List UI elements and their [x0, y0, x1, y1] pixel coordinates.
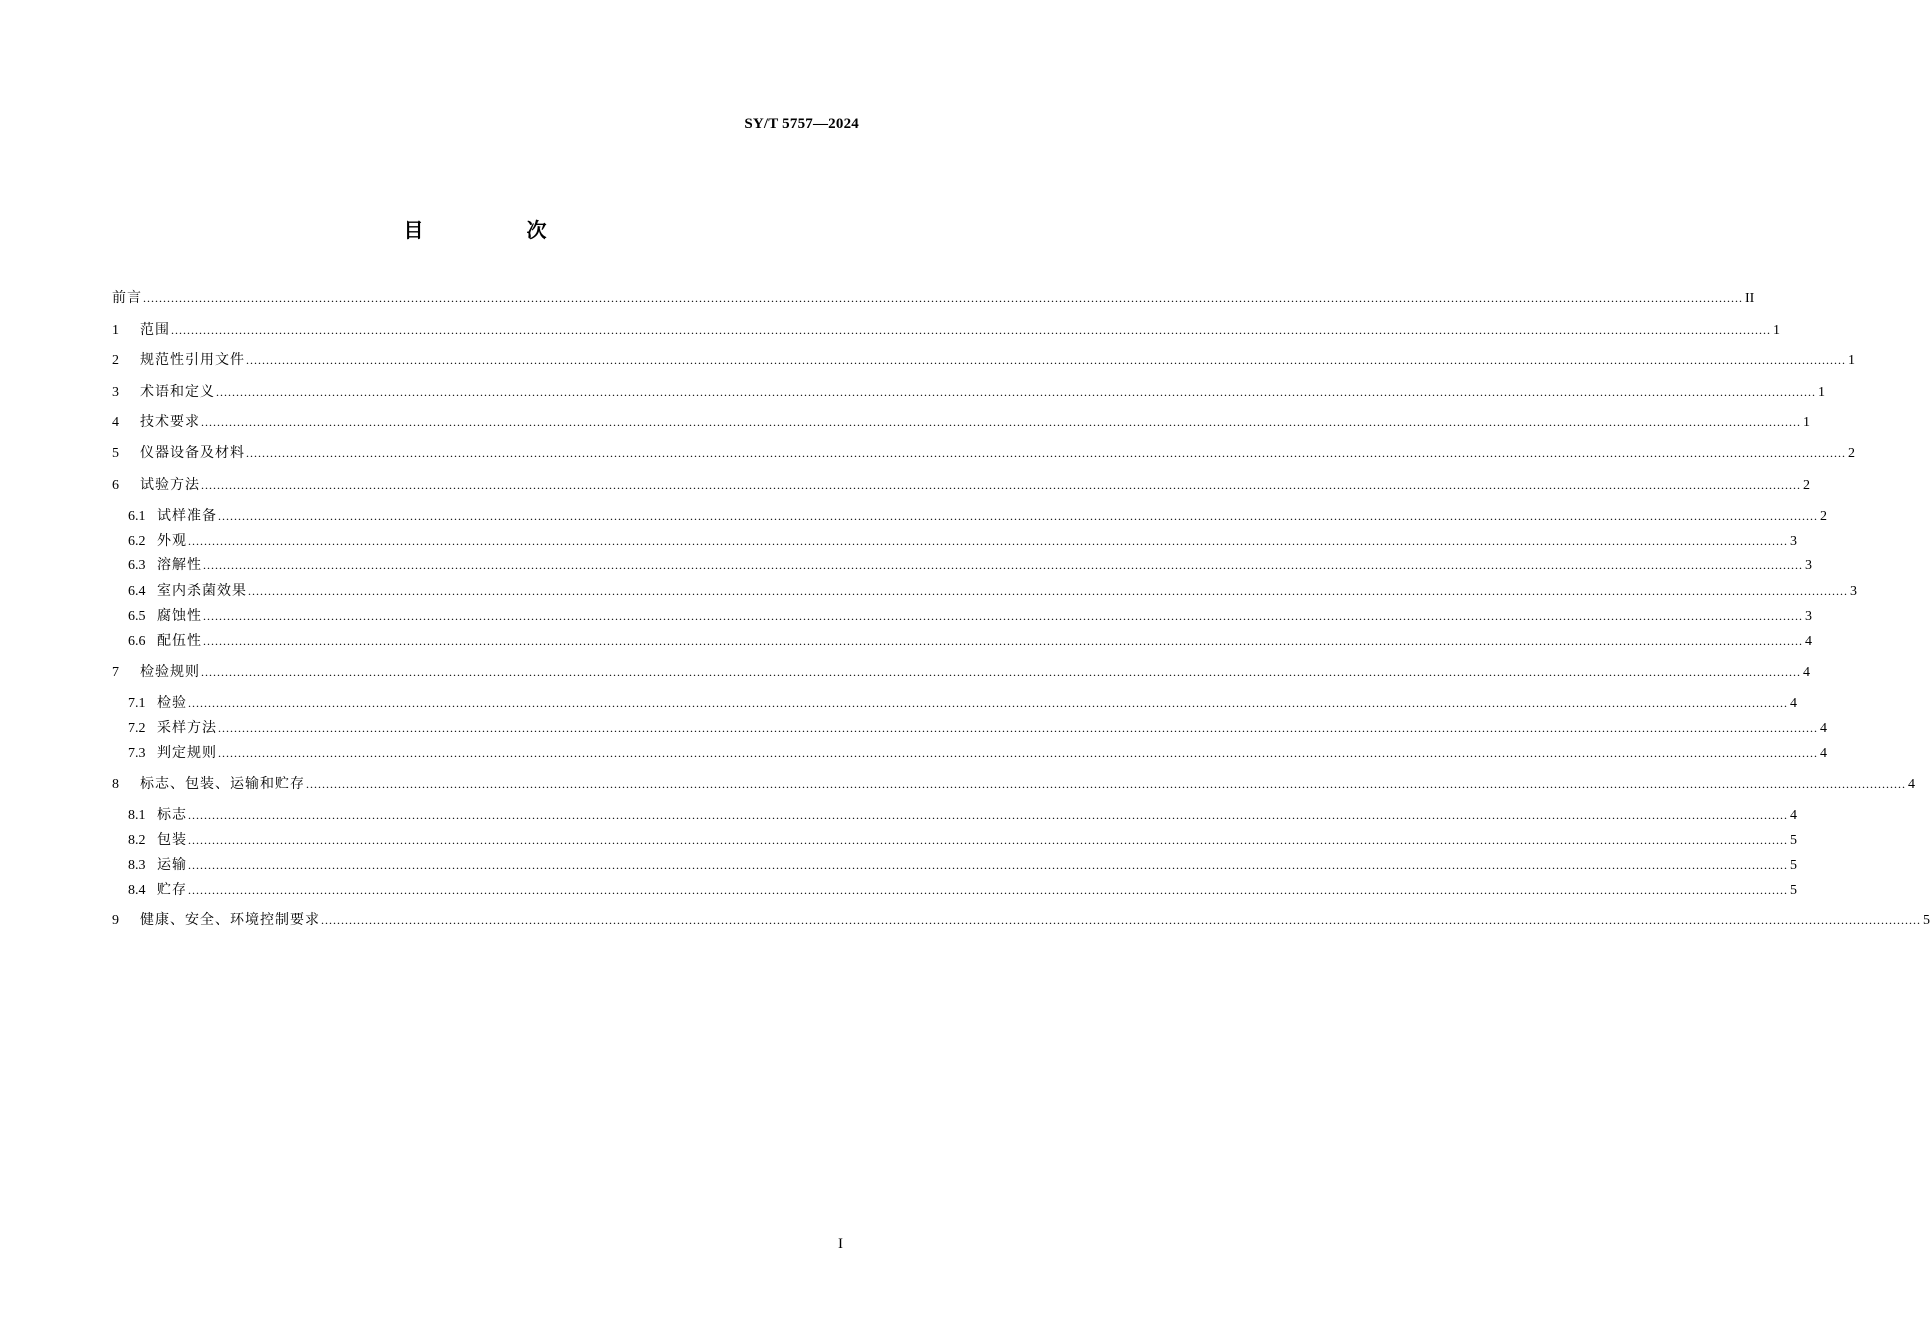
- toc-leader-dots: ................................................................................................................................................................................................................................................................................................................................................................................................................: [218, 721, 1818, 735]
- toc-entry-number: 1: [112, 323, 119, 338]
- toc-entry-title: 试样准备: [157, 508, 217, 524]
- toc-leader-dots: ................................................................................................................................................................................................................................................................................................................................................................................................................: [188, 534, 1788, 548]
- toc-leader-dots: ................................................................................................................................................................................................................................................................................................................................................................................................................: [203, 634, 1803, 648]
- toc-entry-number: 4: [112, 415, 119, 430]
- toc-entry-title: 标志、包装、运输和贮存: [140, 776, 305, 792]
- toc-entry-title: 外观: [157, 533, 187, 549]
- toc-leader-dots: ................................................................................................................................................................................................................................................................................................................................................................................................................: [188, 883, 1788, 897]
- toc-leader-dots: ................................................................................................................................................................................................................................................................................................................................................................................................................: [321, 913, 1921, 927]
- toc-entry-page: 4: [1790, 808, 1797, 823]
- toc-entry-title: 溶解性: [157, 557, 202, 573]
- toc-entry-title: 贮存: [157, 882, 187, 898]
- toc-entry-title: 室内杀菌效果: [157, 583, 247, 599]
- toc-entry-number: 8.3: [128, 858, 146, 873]
- toc-leader-dots: ................................................................................................................................................................................................................................................................................................................................................................................................................: [203, 558, 1803, 572]
- toc-entry[interactable]: [128, 506, 1827, 526]
- toc-entry[interactable]: [128, 555, 1812, 575]
- toc-entry-title: 前言: [112, 290, 142, 306]
- toc-entry-page: 3: [1805, 609, 1812, 624]
- toc-leader-dots: ................................................................................................................................................................................................................................................................................................................................................................................................................: [203, 609, 1803, 623]
- toc-entry[interactable]: [128, 743, 1827, 763]
- toc-entry-number: 8.1: [128, 808, 146, 823]
- toc-title: 目 次: [403, 218, 595, 242]
- toc-leader-dots: ................................................................................................................................................................................................................................................................................................................................................................................................................: [248, 584, 1848, 598]
- toc-entry[interactable]: [112, 910, 1930, 930]
- toc-entry[interactable]: [112, 350, 1855, 370]
- toc-leader-dots: ................................................................................................................................................................................................................................................................................................................................................................................................................: [201, 415, 1801, 429]
- toc-entry-number: 8: [112, 777, 119, 792]
- toc-entry-page: 4: [1908, 777, 1915, 792]
- toc-entry-number: 9: [112, 913, 119, 928]
- toc-entry[interactable]: [128, 631, 1812, 651]
- toc-entry-page: 1: [1848, 353, 1855, 368]
- toc-leader-dots: ................................................................................................................................................................................................................................................................................................................................................................................................................: [188, 833, 1788, 847]
- toc-entry-number: 6.4: [128, 584, 146, 599]
- toc-entry[interactable]: [112, 475, 1810, 495]
- toc-leader-dots: ................................................................................................................................................................................................................................................................................................................................................................................................................: [201, 478, 1801, 492]
- toc-entry-page: 5: [1790, 858, 1797, 873]
- toc-entry[interactable]: [128, 581, 1857, 601]
- toc-entry-number: 6.3: [128, 558, 146, 573]
- toc-entry-number: 7.2: [128, 721, 146, 736]
- toc-entry-title: 健康、安全、环境控制要求: [140, 912, 320, 928]
- toc-entry-page: 3: [1850, 584, 1857, 599]
- toc-entry-page: 4: [1820, 746, 1827, 761]
- toc-entry-number: 8.2: [128, 833, 146, 848]
- toc-entry[interactable]: [112, 443, 1855, 463]
- toc-leader-dots: ................................................................................................................................................................................................................................................................................................................................................................................................................: [188, 808, 1788, 822]
- toc-entry-title: 标志: [157, 807, 187, 823]
- toc-entry[interactable]: [128, 718, 1827, 738]
- toc-entry-page: 5: [1790, 883, 1797, 898]
- toc-entry-title: 包装: [157, 832, 187, 848]
- toc-leader-dots: ................................................................................................................................................................................................................................................................................................................................................................................................................: [216, 385, 1816, 399]
- toc-entry[interactable]: [112, 320, 1780, 340]
- toc-entry-number: 6.6: [128, 634, 146, 649]
- toc-leader-dots: ................................................................................................................................................................................................................................................................................................................................................................................................................: [188, 858, 1788, 872]
- toc-leader-dots: ................................................................................................................................................................................................................................................................................................................................................................................................................: [306, 777, 1906, 791]
- toc-entry-page: 1: [1818, 385, 1825, 400]
- toc-leader-dots: ................................................................................................................................................................................................................................................................................................................................................................................................................: [143, 291, 1743, 305]
- toc-leader-dots: ................................................................................................................................................................................................................................................................................................................................................................................................................: [201, 665, 1801, 679]
- toc-entry[interactable]: [128, 805, 1797, 825]
- toc-entry[interactable]: [128, 531, 1797, 551]
- toc-entry-page: 4: [1803, 665, 1810, 680]
- toc-entry[interactable]: [112, 382, 1825, 402]
- toc-leader-dots: ................................................................................................................................................................................................................................................................................................................................................................................................................: [218, 509, 1818, 523]
- toc-entry-page: II: [1745, 291, 1755, 306]
- toc-entry-page: 1: [1803, 415, 1810, 430]
- toc-leader-dots: ................................................................................................................................................................................................................................................................................................................................................................................................................: [188, 696, 1788, 710]
- toc-leader-dots: ................................................................................................................................................................................................................................................................................................................................................................................................................: [246, 353, 1846, 367]
- toc-entry-number: 5: [112, 446, 119, 461]
- toc-entry-page: 2: [1803, 478, 1810, 493]
- toc-entry-page: 4: [1790, 696, 1797, 711]
- toc-entry[interactable]: [112, 662, 1810, 682]
- toc-entry[interactable]: [112, 774, 1915, 794]
- toc-entry[interactable]: [128, 830, 1797, 850]
- toc-entry-title: 腐蚀性: [157, 608, 202, 624]
- toc-entry-number: 7.1: [128, 696, 146, 711]
- toc-leader-dots: ................................................................................................................................................................................................................................................................................................................................................................................................................: [218, 746, 1818, 760]
- toc-entry[interactable]: [128, 693, 1797, 713]
- toc-entry[interactable]: [112, 412, 1810, 432]
- toc-entry-number: 2: [112, 353, 119, 368]
- toc-entry-number: 6.5: [128, 609, 146, 624]
- toc-entry-number: 6: [112, 478, 119, 493]
- toc-entry-number: 6.2: [128, 534, 146, 549]
- toc-entry-page: 2: [1820, 509, 1827, 524]
- toc-entry[interactable]: [112, 288, 1755, 308]
- toc-entry[interactable]: [128, 880, 1797, 900]
- toc-entry[interactable]: [128, 855, 1797, 875]
- toc-entry-title: 技术要求: [140, 414, 200, 430]
- toc-entry-title: 配伍性: [157, 633, 202, 649]
- toc-entry-title: 规范性引用文件: [140, 352, 245, 368]
- toc-entry-title: 检验规则: [140, 664, 200, 680]
- toc-entry-title: 检验: [157, 695, 187, 711]
- toc-entry-title: 范围: [140, 322, 170, 338]
- toc-entry-page: 5: [1790, 833, 1797, 848]
- toc-entry-title: 采样方法: [157, 720, 217, 736]
- toc-entry-page: 3: [1790, 534, 1797, 549]
- toc-leader-dots: ................................................................................................................................................................................................................................................................................................................................................................................................................: [171, 323, 1771, 337]
- toc-entry[interactable]: [128, 606, 1812, 626]
- toc-entry-number: 8.4: [128, 883, 146, 898]
- toc-entry-page: 1: [1773, 323, 1780, 338]
- toc-entry-title: 试验方法: [140, 477, 200, 493]
- toc-entry-page: 2: [1848, 446, 1855, 461]
- toc-entry-page: 3: [1805, 558, 1812, 573]
- toc-entry-title: 仪器设备及材料: [140, 445, 245, 461]
- toc-entry-number: 7: [112, 665, 119, 680]
- toc-entry-title: 术语和定义: [140, 384, 215, 400]
- toc-entry-number: 7.3: [128, 746, 146, 761]
- table-of-contents: [112, 0, 1930, 1000]
- toc-entry-number: 6.1: [128, 509, 146, 524]
- toc-entry-number: 3: [112, 385, 119, 400]
- toc-leader-dots: ................................................................................................................................................................................................................................................................................................................................................................................................................: [246, 446, 1846, 460]
- toc-entry-page: 5: [1923, 913, 1930, 928]
- standard-code: SY/T 5757—2024: [744, 116, 859, 132]
- toc-entry-page: 4: [1805, 634, 1812, 649]
- toc-entry-title: 判定规则: [157, 745, 217, 761]
- page-number: I: [838, 1236, 843, 1252]
- toc-entry-title: 运输: [157, 857, 187, 873]
- toc-entry-page: 4: [1820, 721, 1827, 736]
